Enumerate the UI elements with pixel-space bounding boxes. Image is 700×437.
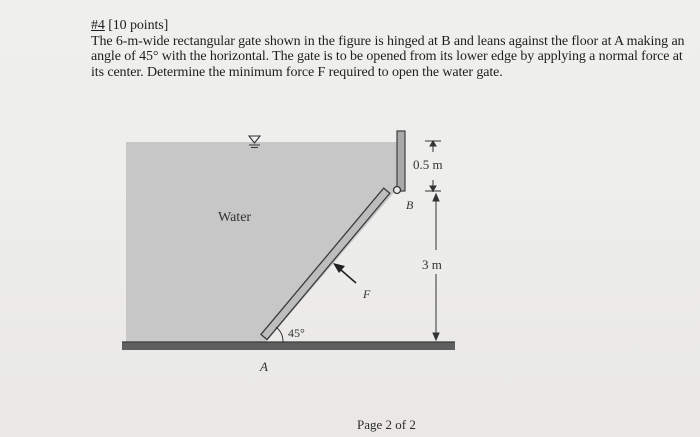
depth-label: 0.5 m (413, 157, 443, 172)
hinge-B (394, 187, 401, 194)
floor (122, 342, 455, 350)
angle-marker (276, 327, 283, 342)
water-region (126, 142, 398, 343)
water-label: Water (218, 210, 252, 225)
force-label: F (363, 287, 371, 301)
problem-points: [10 points] (108, 18, 169, 33)
angle-label: 45° (288, 326, 305, 340)
hinge-label: B (406, 198, 414, 212)
wall (397, 131, 405, 191)
gate-height-label: 3 m (422, 257, 442, 272)
force-arrow (333, 263, 356, 283)
problem-text: The 6-m-wide rectangular gate shown in the figure is hinged at B and leans against the floor at A making an angle of 45° with the horizontal. The gate is to be opened from its lower edge by applying a normal force at its center. Determine the minimum force F required to open the water gate. (91, 33, 685, 80)
page-number: Page 2 of 2 (357, 417, 416, 432)
problem-number: #4 (91, 18, 105, 33)
base-label: A (260, 359, 268, 374)
